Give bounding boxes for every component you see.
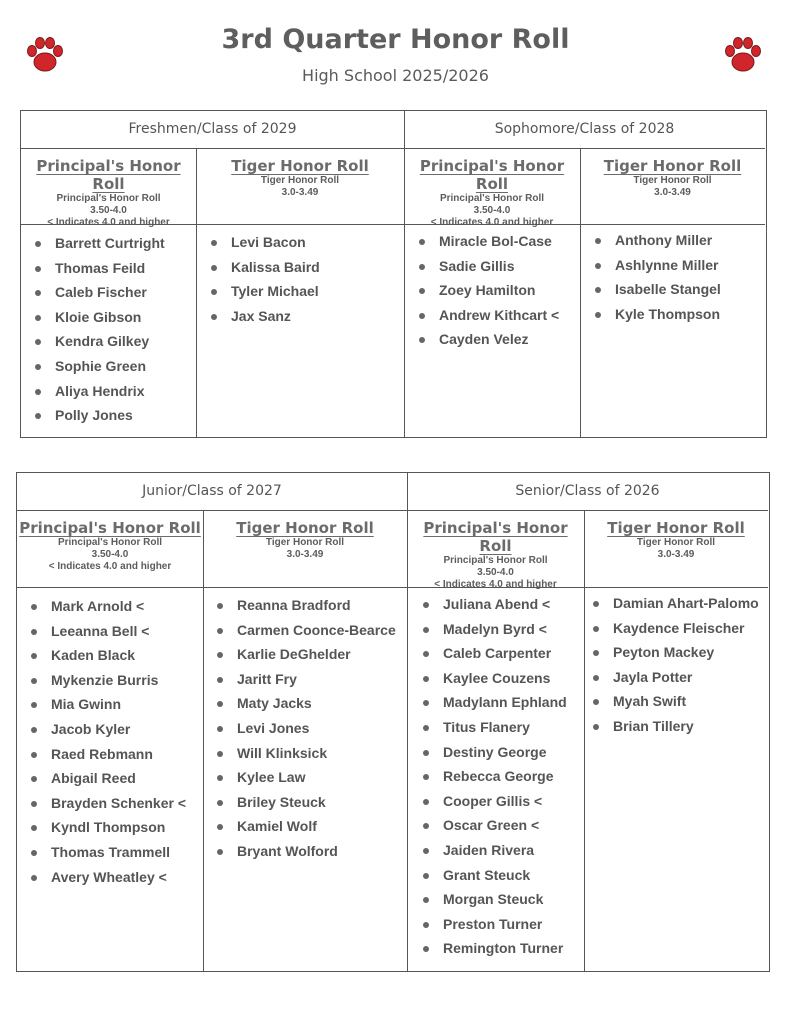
list-item: Ashlynne Miller [593,253,721,278]
roll-title: Principal's Honor Roll [419,157,565,193]
honor-roll-table-top [20,110,767,438]
principal-roll-header-junior [17,511,203,588]
roll-subtitle: Tiger Honor Roll [265,537,345,548]
class-header-freshmen: Freshmen/Class of 2029 [21,111,404,149]
list-item: Avery Wheatley < [29,865,186,890]
roll-title: Principal's Honor Roll [19,519,201,537]
list-item: Kaden Black [29,643,186,668]
name-list-freshmen-principal [33,231,165,428]
roll-note: < Indicates 4.0 and higher [434,579,557,590]
honor-roll-table-bottom [16,472,770,972]
roll-subtitle: Tiger Honor Roll [260,175,340,186]
list-item: Remington Turner [421,936,567,961]
roll-note: < Indicates 4.0 and higher [47,217,170,228]
list-item: Jacob Kyler [29,717,186,742]
list-item: Briley Steuck [215,790,396,815]
tiger-roll-header-sophomore [580,149,765,225]
list-item: Brian Tillery [591,714,759,739]
list-item: Isabelle Stangel [593,277,721,302]
name-list-senior-tiger [591,591,759,739]
class-header-junior: Junior/Class of 2027 [17,473,407,511]
column-divider [407,473,408,971]
list-item: Brayden Schenker < [29,791,186,816]
page-header [0,0,791,100]
list-item: Kloie Gibson [33,305,165,330]
roll-subtitle: Principal's Honor Roll [57,537,163,548]
list-item: Destiny George [421,740,567,765]
roll-gpa-range: 3.0-3.49 [654,187,691,198]
tiger-roll-header-freshmen [196,149,404,225]
list-item: Sadie Gillis [417,254,559,279]
roll-gpa-range: 3.50-4.0 [477,567,514,578]
column-divider [196,149,197,437]
list-item: Kaydence Fleischer [591,616,759,641]
list-item: Will Klinksick [215,741,396,766]
list-item: Jax Sanz [209,304,320,329]
list-item: Peyton Mackey [591,640,759,665]
list-item: Thomas Trammell [29,840,186,865]
list-item: Anthony Miller [593,228,721,253]
list-item: Maty Jacks [215,691,396,716]
roll-gpa-range: 3.50-4.0 [91,549,129,560]
list-item: Karlie DeGhelder [215,642,396,667]
paw-print-icon [722,34,764,76]
list-item: Sophie Green [33,354,165,379]
list-item: Juliana Abend < [421,592,567,617]
list-item: Jaritt Fry [215,667,396,692]
list-item: Mykenzie Burris [29,668,186,693]
column-divider [584,511,585,971]
list-item: Jayla Potter [591,665,759,690]
list-item: Kendra Gilkey [33,329,165,354]
roll-note: < Indicates 4.0 and higher [430,217,554,228]
list-item: Abigail Reed [29,766,186,791]
list-item: Kylee Law [215,765,396,790]
list-item: Miracle Bol-Case [417,229,559,254]
roll-subtitle: Tiger Honor Roll [636,537,716,548]
roll-subtitle: Tiger Honor Roll [633,175,712,186]
name-list-sophomore-principal [417,229,559,352]
list-item: Morgan Steuck [421,887,567,912]
column-divider [404,111,405,437]
roll-gpa-range: 3.50-4.0 [473,205,511,216]
list-item: Thomas Feild [33,256,165,281]
principal-roll-header-freshmen [21,149,196,228]
class-header-senior: Senior/Class of 2026 [407,473,768,511]
column-divider [580,149,581,437]
list-item: Caleb Carpenter [421,641,567,666]
list-item: Levi Bacon [209,230,320,255]
roll-subtitle: Principal's Honor Roll [56,193,161,204]
list-item: Caleb Fischer [33,280,165,305]
roll-title: Principal's Honor Roll [36,157,181,193]
roll-note: < Indicates 4.0 and higher [48,561,172,572]
list-item: Barrett Curtright [33,231,165,256]
list-item: Carmen Coonce-Bearce [215,618,396,643]
list-item: Levi Jones [215,716,396,741]
list-item: Madylann Ephland [421,690,567,715]
tiger-roll-header-junior [203,511,407,588]
list-item: Zoey Hamilton [417,278,559,303]
list-item: Oscar Green < [421,813,567,838]
roll-title: Tiger Honor Roll [603,157,742,175]
name-list-sophomore-tiger [593,228,721,326]
list-item: Titus Flanery [421,715,567,740]
roll-subtitle: Principal's Honor Roll [439,193,545,204]
principal-roll-header-sophomore [404,149,580,228]
page-title: 3rd Quarter Honor Roll [221,24,570,55]
list-item: Rebecca George [421,764,567,789]
roll-title: Tiger Honor Roll [607,519,745,537]
list-item: Reanna Bradford [215,593,396,618]
list-item: Kaylee Couzens [421,666,567,691]
list-item: Cayden Velez [417,327,559,352]
list-item: Preston Turner [421,912,567,937]
list-item: Kalissa Baird [209,255,320,280]
list-item: Grant Steuck [421,863,567,888]
class-header-sophomore: Sophomore/Class of 2028 [404,111,765,149]
name-list-junior-principal [29,594,186,889]
name-list-junior-tiger [215,593,396,864]
roll-gpa-range: 3.50-4.0 [90,205,127,216]
name-list-senior-principal [421,592,567,961]
list-item: Mia Gwinn [29,692,186,717]
page-subtitle: High School 2025/2026 [302,66,489,85]
roll-gpa-range: 3.0-3.49 [281,187,319,198]
list-item: Leeanna Bell < [29,619,186,644]
tiger-roll-header-senior [584,511,768,588]
roll-title: Tiger Honor Roll [231,157,369,175]
list-item: Kyndl Thompson [29,815,186,840]
roll-gpa-range: 3.0-3.49 [657,549,695,560]
name-list-freshmen-tiger [209,230,320,328]
list-item: Tyler Michael [209,279,320,304]
list-item: Mark Arnold < [29,594,186,619]
list-item: Raed Rebmann [29,742,186,767]
list-item: Bryant Wolford [215,839,396,864]
list-item: Andrew Kithcart < [417,303,559,328]
list-item: Jaiden Rivera [421,838,567,863]
list-item: Aliya Hendrix [33,379,165,404]
list-item: Polly Jones [33,403,165,428]
list-item: Kyle Thompson [593,302,721,327]
roll-title: Tiger Honor Roll [236,519,374,537]
list-item: Kamiel Wolf [215,814,396,839]
column-divider [203,511,204,971]
list-item: Cooper Gillis < [421,789,567,814]
roll-title: Principal's Honor Roll [423,519,568,555]
roll-gpa-range: 3.0-3.49 [286,549,324,560]
roll-subtitle: Principal's Honor Roll [443,555,548,566]
list-item: Madelyn Byrd < [421,617,567,642]
principal-roll-header-senior [407,511,584,588]
list-item: Damian Ahart-Palomo [591,591,759,616]
list-item: Myah Swift [591,689,759,714]
